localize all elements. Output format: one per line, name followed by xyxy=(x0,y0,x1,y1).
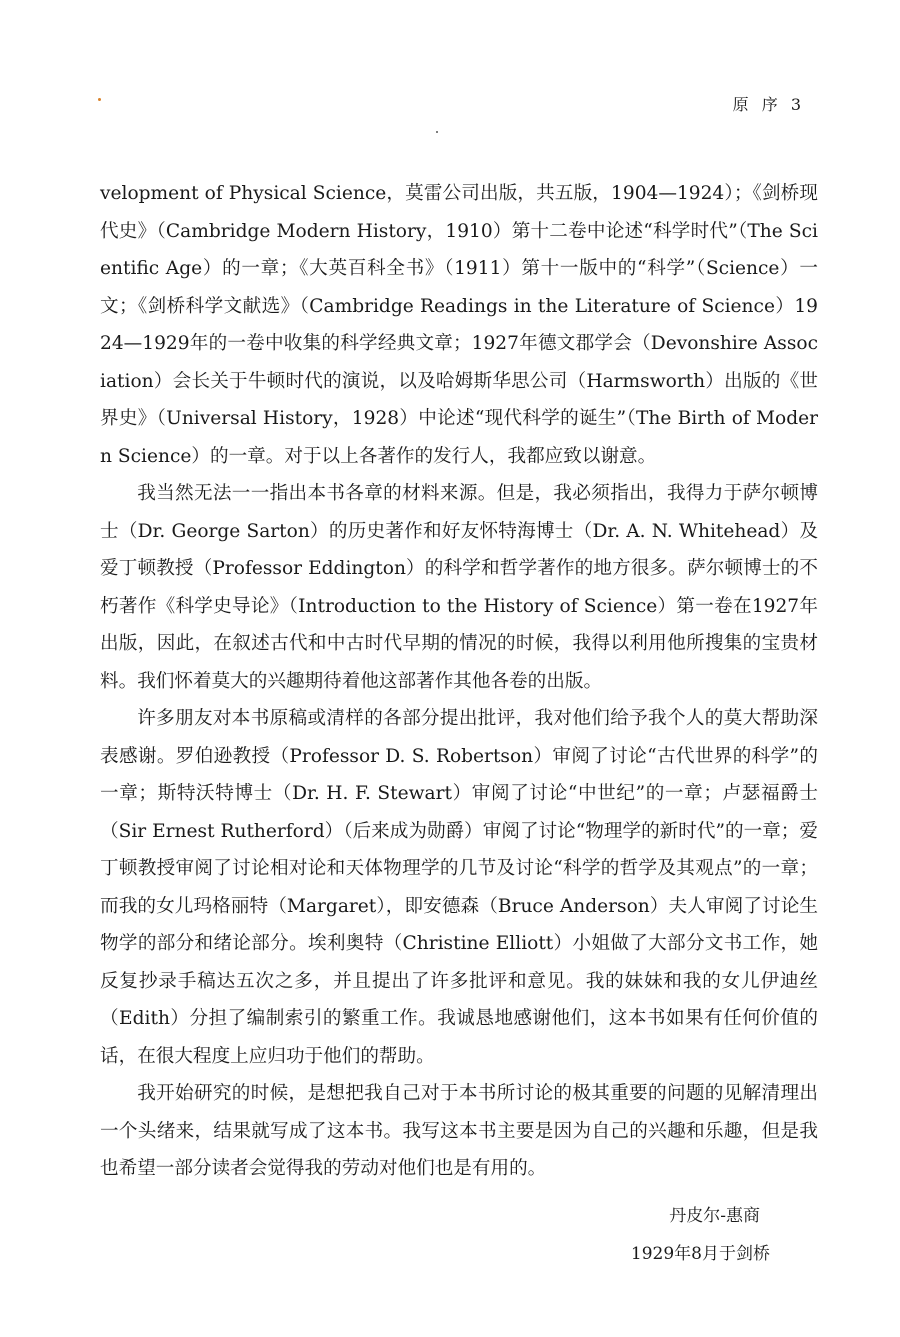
signature-name: 丹皮尔-惠商 xyxy=(669,1206,760,1226)
running-title: 原 序 xyxy=(732,95,782,114)
paragraph-sources: 我当然无法一一指出本书各章的材料来源。但是，我必须指出，我得力于萨尔顿博士（Dr. George Sarton）的历史著作和好友怀特海博士（Dr. A. N. Whitehead）及爱丁顿教授（Professor Eddington）的科学和哲学著作的地方很多。萨尔顿博士的不朽著作《科学史导论》（Introduction to the History of Science）第一卷在1927年出版，因此，在叙述古代和中古时代早期的情况的时候，我得以利用他所搜集的宝贵材料。我们怀着莫大的兴趣期待着他这部著作其他各卷的出版。 xyxy=(100,483,818,692)
signature-date: 1929年8月于剑桥 xyxy=(630,1244,770,1264)
paragraph-purpose: 我开始研究的时候，是想把我自己对于本书所讨论的极其重要的问题的见解清理出一个头绪来，结果就写成了这本书。我写这本书主要是因为自己的兴趣和乐趣，但是我也希望一部分读者会觉得我的劳动对他们也是有用的。 xyxy=(100,1083,818,1179)
running-header xyxy=(733,92,805,115)
preface-body xyxy=(100,175,818,1188)
scan-speck xyxy=(436,131,438,133)
paragraph-acknowledgements: 许多朋友对本书原稿或清样的各部分提出批评，我对他们给予我个人的莫大帮助深表感谢。罗伯逊教授（Professor D. S. Robertson）审阅了讨论“古代世界的科学”的一章；斯特沃特博士（Dr. H. F. Stewart）审阅了讨论“中世纪”的一章；卢瑟福爵士（Sir Ernest Rutherford）（后来成为勋爵）审阅了讨论“物理学的新时代”的一章；爱丁顿教授审阅了讨论相对论和天体物理学的几节及讨论“科学的哲学及其观点”的一章；而我的女儿玛格丽特（Margaret），即安德森（Bruce Anderson）夫人审阅了讨论生物学的部分和绪论部分。埃利奥特（Christine Elliott）小姐做了大部分文书工作，她反复抄录手稿达五次之多，并且提出了许多批评和意见。我的妹妹和我的女儿伊迪丝（Edith）分担了编制索引的繁重工作。我诚恳地感谢他们，这本书如果有任何价值的话，在很大程度上应归功于他们的帮助。 xyxy=(100,708,818,1067)
margin-mark xyxy=(98,98,101,101)
paragraph-continued: velopment of Physical Science，莫雷公司出版，共五版，1904—1924）；《剑桥现代史》（Cambridge Modern History，1910）第十二卷中论述“科学时代”（The Scientific Age）的一章；《大英百科全书》（1911）第十一版中的“科学”（Science）一文；《剑桥科学文献选》（Cambridge Readings in the Literature of Science）1924—1929年的一卷中收集的科学经典文章；1927年德文郡学会（Devonshire Association）会长关于牛顿时代的演说，以及哈姆斯华思公司（Harmsworth）出版的《世界史》（Universal History，1928）中论述“现代科学的诞生”（The Birth of Modern Science）的一章。对于以上各著作的发行人，我都应致以谢意。 xyxy=(100,183,818,467)
page-number: 3 xyxy=(790,95,805,114)
